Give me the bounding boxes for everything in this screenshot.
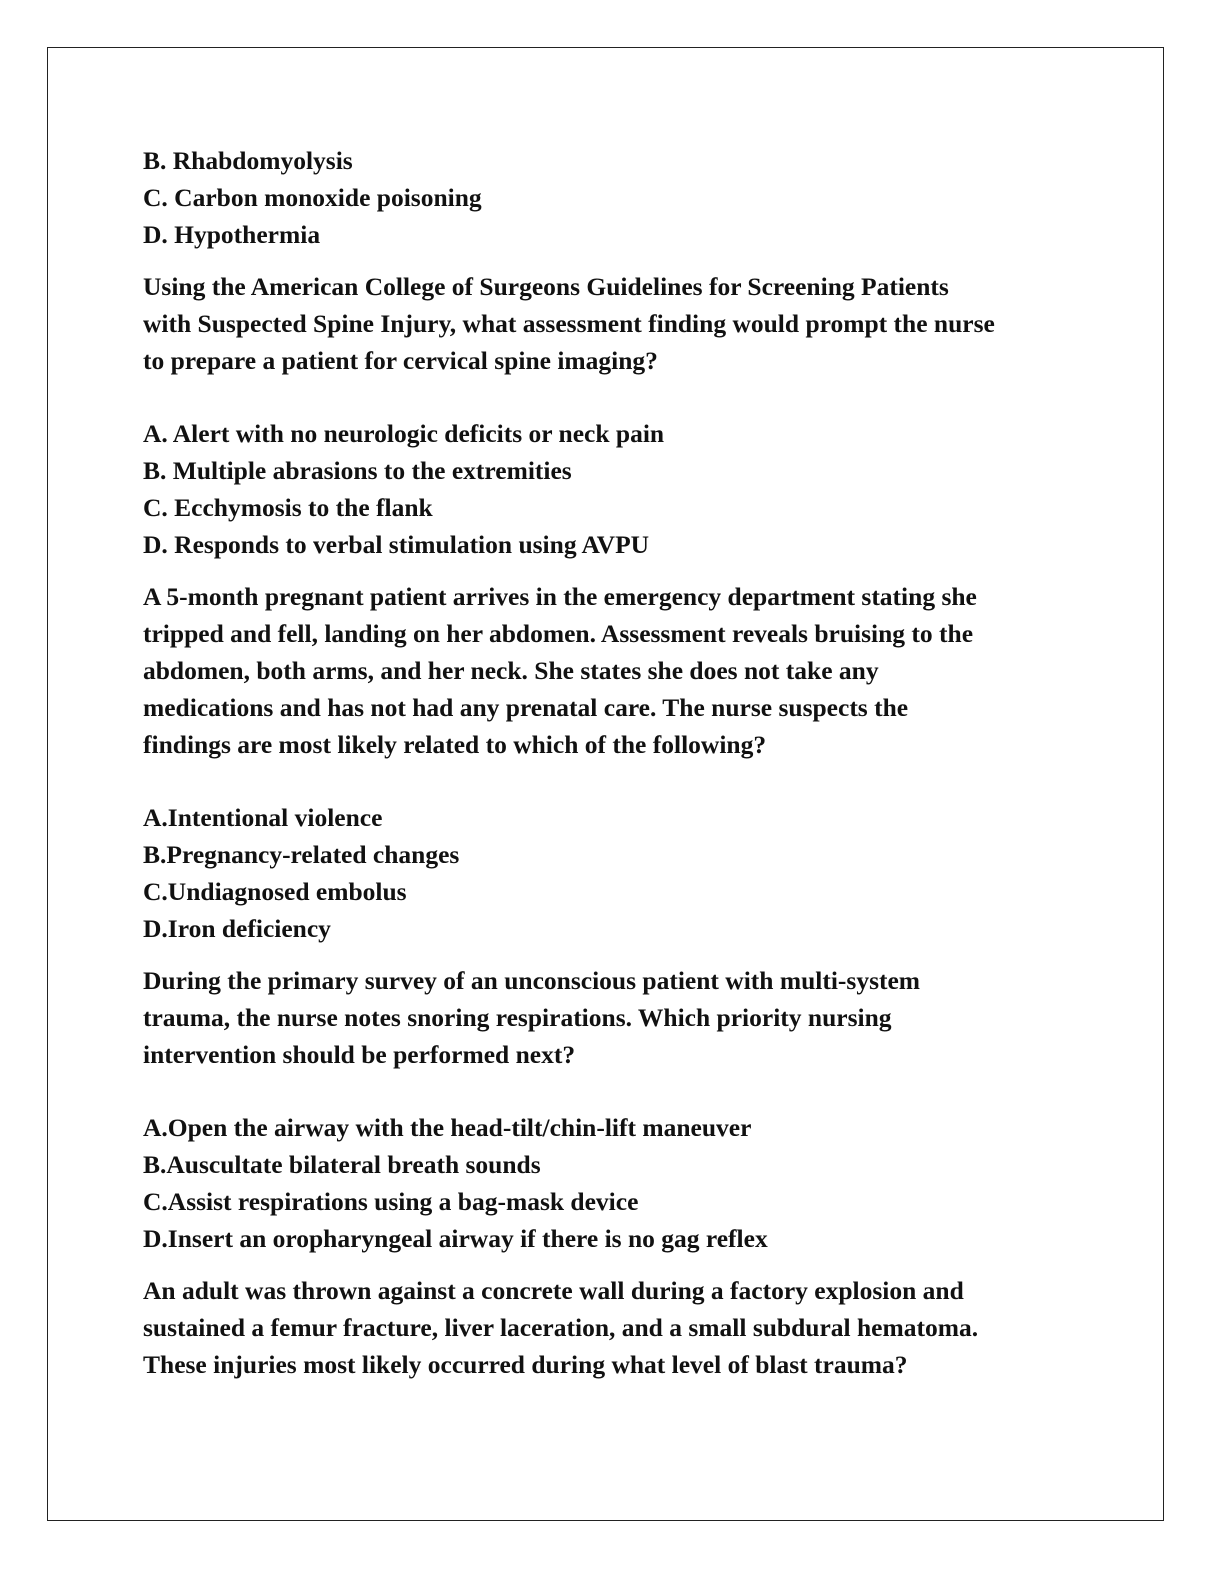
stem-line: These injuries most likely occurred during what level of blast trauma? [143, 1350, 908, 1379]
option-line: A.Intentional violence [143, 803, 383, 832]
option-line: D. Hypothermia [143, 220, 321, 249]
stem-line: An adult was thrown against a concrete wall during a factory explosion and [143, 1276, 964, 1305]
stem-line: sustained a femur fracture, liver laceration, and a small subdural hematoma. [143, 1313, 979, 1342]
question-options [143, 415, 1093, 563]
stem-line: intervention should be performed next? [143, 1040, 576, 1069]
stem-line: with Suspected Spine Injury, what assessment finding would prompt the nurse [143, 309, 995, 338]
option-line: A. Alert with no neurologic deficits or neck pain [143, 419, 665, 448]
option-line: D.Insert an oropharyngeal airway if there is no gag reflex [143, 1224, 768, 1253]
option-line: C.Undiagnosed embolus [143, 877, 407, 906]
question-stem [143, 578, 1093, 763]
option-line: B.Auscultate bilateral breath sounds [143, 1150, 541, 1179]
stem-line: to prepare a patient for cervical spine imaging? [143, 346, 658, 375]
option-line: A.Open the airway with the head-tilt/chin-lift maneuver [143, 1113, 752, 1142]
stem-line: tripped and fell, landing on her abdomen. Assessment reveals bruising to the [143, 619, 974, 648]
question-options [143, 799, 1093, 947]
stem-line: A 5-month pregnant patient arrives in the emergency department stating she [143, 582, 977, 611]
question-stem [143, 962, 1093, 1073]
option-line: C. Ecchymosis to the flank [143, 493, 433, 522]
document-content [143, 142, 1093, 1383]
option-line: D. Responds to verbal stimulation using AVPU [143, 530, 650, 559]
stem-line: findings are most likely related to which of the following? [143, 730, 767, 759]
stem-line: During the primary survey of an unconscious patient with multi-system [143, 966, 921, 995]
option-line: B. Rhabdomyolysis [143, 146, 353, 175]
option-line: B.Pregnancy-related changes [143, 840, 460, 869]
stem-line: Using the American College of Surgeons Guidelines for Screening Patients [143, 272, 949, 301]
option-line: B. Multiple abrasions to the extremities [143, 456, 572, 485]
option-line: C.Assist respirations using a bag-mask device [143, 1187, 639, 1216]
question-stem [143, 268, 1093, 379]
stem-line: abdomen, both arms, and her neck. She states she does not take any [143, 656, 879, 685]
question-stem [143, 1272, 1093, 1383]
stem-line: medications and has not had any prenatal care. The nurse suspects the [143, 693, 909, 722]
question-options [143, 1109, 1093, 1257]
option-line: C. Carbon monoxide poisoning [143, 183, 482, 212]
continued-options [143, 142, 1093, 253]
stem-line: trauma, the nurse notes snoring respirations. Which priority nursing [143, 1003, 892, 1032]
option-line: D.Iron deficiency [143, 914, 331, 943]
